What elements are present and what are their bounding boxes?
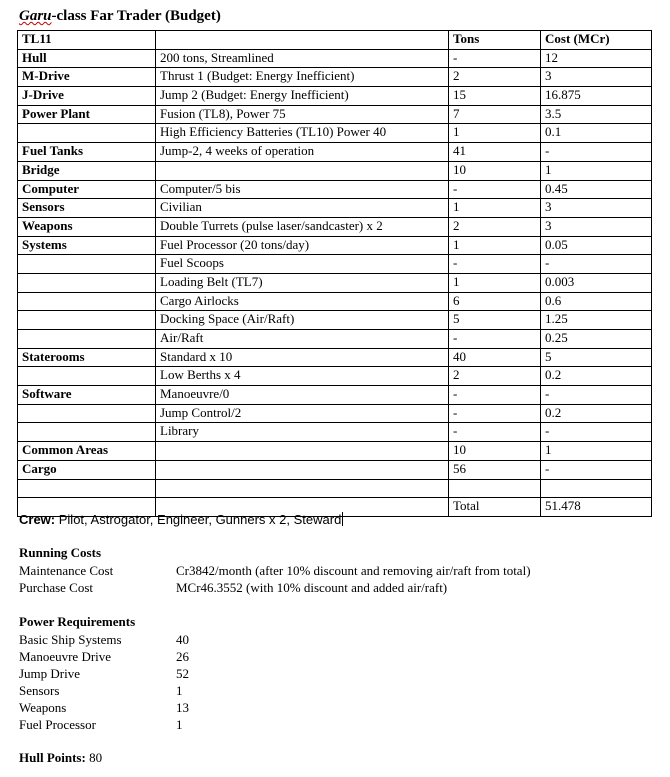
cost-cell: 12 (541, 49, 652, 68)
description-cell: Thrust 1 (Budget: Energy Inefficient) (156, 68, 449, 87)
table-row (18, 292, 652, 311)
table-row (18, 124, 652, 143)
description-cell: Fuel Processor (20 tons/day) (156, 236, 449, 255)
tons-cell: - (449, 180, 541, 199)
tons-cell: - (449, 255, 541, 274)
power-key: Sensors (19, 683, 60, 698)
power-requirements-section (19, 614, 189, 733)
cost-cell: 0.05 (541, 236, 652, 255)
cost-cell: 3 (541, 68, 652, 87)
power-value: 26 (176, 649, 189, 664)
tons-cell: 1 (449, 124, 541, 143)
description-cell: Library (156, 423, 449, 442)
description-cell: Docking Space (Air/Raft) (156, 311, 449, 330)
description-cell: Low Berths x 4 (156, 367, 449, 386)
power-key: Basic Ship Systems (19, 632, 122, 647)
power-row (19, 716, 189, 733)
cost-cell (541, 479, 652, 498)
tons-cell: 2 (449, 68, 541, 87)
tons-cell: 1 (449, 199, 541, 218)
description-cell: Jump Control/2 (156, 404, 449, 423)
description-cell: Fuel Scoops (156, 255, 449, 274)
table-row (18, 367, 652, 386)
section-label-cell: Common Areas (18, 442, 156, 461)
tons-cell (449, 479, 541, 498)
document-title (19, 8, 221, 25)
description-cell: Air/Raft (156, 330, 449, 349)
table-row (18, 161, 652, 180)
cost-cell: 1.25 (541, 311, 652, 330)
tons-cell: 1 (449, 273, 541, 292)
table-header-row (18, 31, 652, 50)
cost-cell: 0.1 (541, 124, 652, 143)
section-label-cell (18, 330, 156, 349)
tons-cell: 2 (449, 217, 541, 236)
table-row (18, 87, 652, 106)
cost-cell: 1 (541, 442, 652, 461)
section-label-cell: Fuel Tanks (18, 143, 156, 162)
header-cell (156, 31, 449, 50)
power-value: 1 (176, 717, 183, 732)
section-label-cell (18, 479, 156, 498)
power-key: Manoeuvre Drive (19, 649, 112, 664)
tons-cell: - (449, 404, 541, 423)
power-row (19, 682, 189, 699)
table-row (18, 236, 652, 255)
header-cell: TL11 (18, 31, 156, 50)
table-row (18, 180, 652, 199)
table-row (18, 105, 652, 124)
description-cell: Cargo Airlocks (156, 292, 449, 311)
table-row (18, 199, 652, 218)
section-label-cell: Bridge (18, 161, 156, 180)
power-key: Weapons (19, 700, 67, 715)
table-row (18, 386, 652, 405)
tons-cell: 5 (449, 311, 541, 330)
spec-table-body (18, 31, 652, 517)
section-label-cell (18, 273, 156, 292)
tons-cell: 41 (449, 143, 541, 162)
cost-cell: 1 (541, 161, 652, 180)
table-row (18, 49, 652, 68)
cost-cell: - (541, 255, 652, 274)
power-row (19, 699, 189, 716)
cost-cell: 51.478 (541, 498, 652, 517)
power-requirements-heading: Power Requirements (19, 614, 136, 629)
cost-cell: 5 (541, 348, 652, 367)
cost-cell: 0.25 (541, 330, 652, 349)
table-row (18, 460, 652, 479)
section-label-cell: Cargo (18, 460, 156, 479)
section-label-cell: J-Drive (18, 87, 156, 106)
tons-cell: Total (449, 498, 541, 517)
running-cost-value: MCr46.3552 (with 10% discount and added air/raft) (176, 580, 448, 595)
crew-value: Pilot, Astrogator, Engineer, Gunners x 2, Steward (58, 512, 342, 527)
section-label-cell (18, 311, 156, 330)
cost-cell: 0.2 (541, 404, 652, 423)
description-cell: Computer/5 bis (156, 180, 449, 199)
section-label-cell: Power Plant (18, 105, 156, 124)
running-cost-row (19, 579, 531, 596)
description-cell: Double Turrets (pulse laser/sandcaster) x 2 (156, 217, 449, 236)
table-row (18, 273, 652, 292)
hull-points-line (19, 750, 102, 766)
table-row (18, 143, 652, 162)
tons-cell: - (449, 386, 541, 405)
section-label-cell: M-Drive (18, 68, 156, 87)
power-value: 1 (176, 683, 183, 698)
description-cell: Fusion (TL8), Power 75 (156, 105, 449, 124)
tons-cell: 10 (449, 442, 541, 461)
tons-cell: 56 (449, 460, 541, 479)
table-row (18, 404, 652, 423)
power-key: Fuel Processor (19, 717, 96, 732)
table-row (18, 311, 652, 330)
table-row (18, 423, 652, 442)
section-label-cell (18, 404, 156, 423)
description-cell: High Efficiency Batteries (TL10) Power 40 (156, 124, 449, 143)
cost-cell: 0.6 (541, 292, 652, 311)
cost-cell: 0.2 (541, 367, 652, 386)
cost-cell: 0.45 (541, 180, 652, 199)
cost-cell: 3.5 (541, 105, 652, 124)
section-label-cell: Staterooms (18, 348, 156, 367)
section-label-cell (18, 367, 156, 386)
tons-cell: 7 (449, 105, 541, 124)
table-row (18, 330, 652, 349)
tons-cell: 15 (449, 87, 541, 106)
power-value: 52 (176, 666, 189, 681)
running-cost-row (19, 562, 531, 579)
section-label-cell: Hull (18, 49, 156, 68)
tons-cell: - (449, 423, 541, 442)
ship-spec-table (17, 30, 652, 517)
tons-cell: 10 (449, 161, 541, 180)
text-cursor (342, 512, 343, 526)
description-cell: Jump 2 (Budget: Energy Inefficient) (156, 87, 449, 106)
description-cell: 200 tons, Streamlined (156, 49, 449, 68)
tons-cell: - (449, 330, 541, 349)
title-class-name: Garu (19, 8, 52, 24)
power-row (19, 631, 189, 648)
running-costs-heading: Running Costs (19, 545, 102, 560)
power-value: 13 (176, 700, 189, 715)
running-costs-section (19, 545, 531, 596)
tons-cell: 6 (449, 292, 541, 311)
cost-cell: 3 (541, 199, 652, 218)
cost-cell: 16.875 (541, 87, 652, 106)
cost-cell: - (541, 460, 652, 479)
tons-cell: 1 (449, 236, 541, 255)
description-cell (156, 479, 449, 498)
cost-cell: - (541, 386, 652, 405)
table-row (18, 217, 652, 236)
section-label-cell (18, 124, 156, 143)
tons-cell: - (449, 49, 541, 68)
description-cell (156, 161, 449, 180)
header-cell: Tons (449, 31, 541, 50)
tons-cell: 40 (449, 348, 541, 367)
description-cell: Manoeuvre/0 (156, 386, 449, 405)
tons-cell: 2 (449, 367, 541, 386)
section-label-cell: Software (18, 386, 156, 405)
section-label-cell: Computer (18, 180, 156, 199)
power-key: Jump Drive (19, 666, 81, 681)
table-row (18, 479, 652, 498)
section-label-cell: Systems (18, 236, 156, 255)
table-row (18, 255, 652, 274)
power-row (19, 665, 189, 682)
crew-label: Crew: (19, 512, 56, 527)
cost-cell: 0.003 (541, 273, 652, 292)
description-cell (156, 460, 449, 479)
section-label-cell: Weapons (18, 217, 156, 236)
cost-cell: 3 (541, 217, 652, 236)
running-cost-value: Cr3842/month (after 10% discount and removing air/raft from total) (176, 563, 531, 578)
table-row (18, 348, 652, 367)
hull-points-value: 80 (89, 750, 103, 765)
section-label-cell (18, 423, 156, 442)
running-cost-key: Purchase Cost (19, 580, 94, 595)
running-cost-key: Maintenance Cost (19, 563, 114, 578)
table-row (18, 68, 652, 87)
cost-cell: - (541, 143, 652, 162)
section-label-cell (18, 255, 156, 274)
description-cell: Jump-2, 4 weeks of operation (156, 143, 449, 162)
description-cell (156, 442, 449, 461)
cost-cell: - (541, 423, 652, 442)
hull-points-label: Hull Points: (19, 750, 86, 765)
section-label-cell: Sensors (18, 199, 156, 218)
description-cell: Civilian (156, 199, 449, 218)
power-row (19, 648, 189, 665)
power-value: 40 (176, 632, 189, 647)
title-rest: -class Far Trader (Budget) (51, 8, 221, 24)
description-cell: Loading Belt (TL7) (156, 273, 449, 292)
crew-line[interactable] (19, 512, 343, 527)
section-label-cell (18, 292, 156, 311)
description-cell: Standard x 10 (156, 348, 449, 367)
table-row (18, 442, 652, 461)
header-cell: Cost (MCr) (541, 31, 652, 50)
